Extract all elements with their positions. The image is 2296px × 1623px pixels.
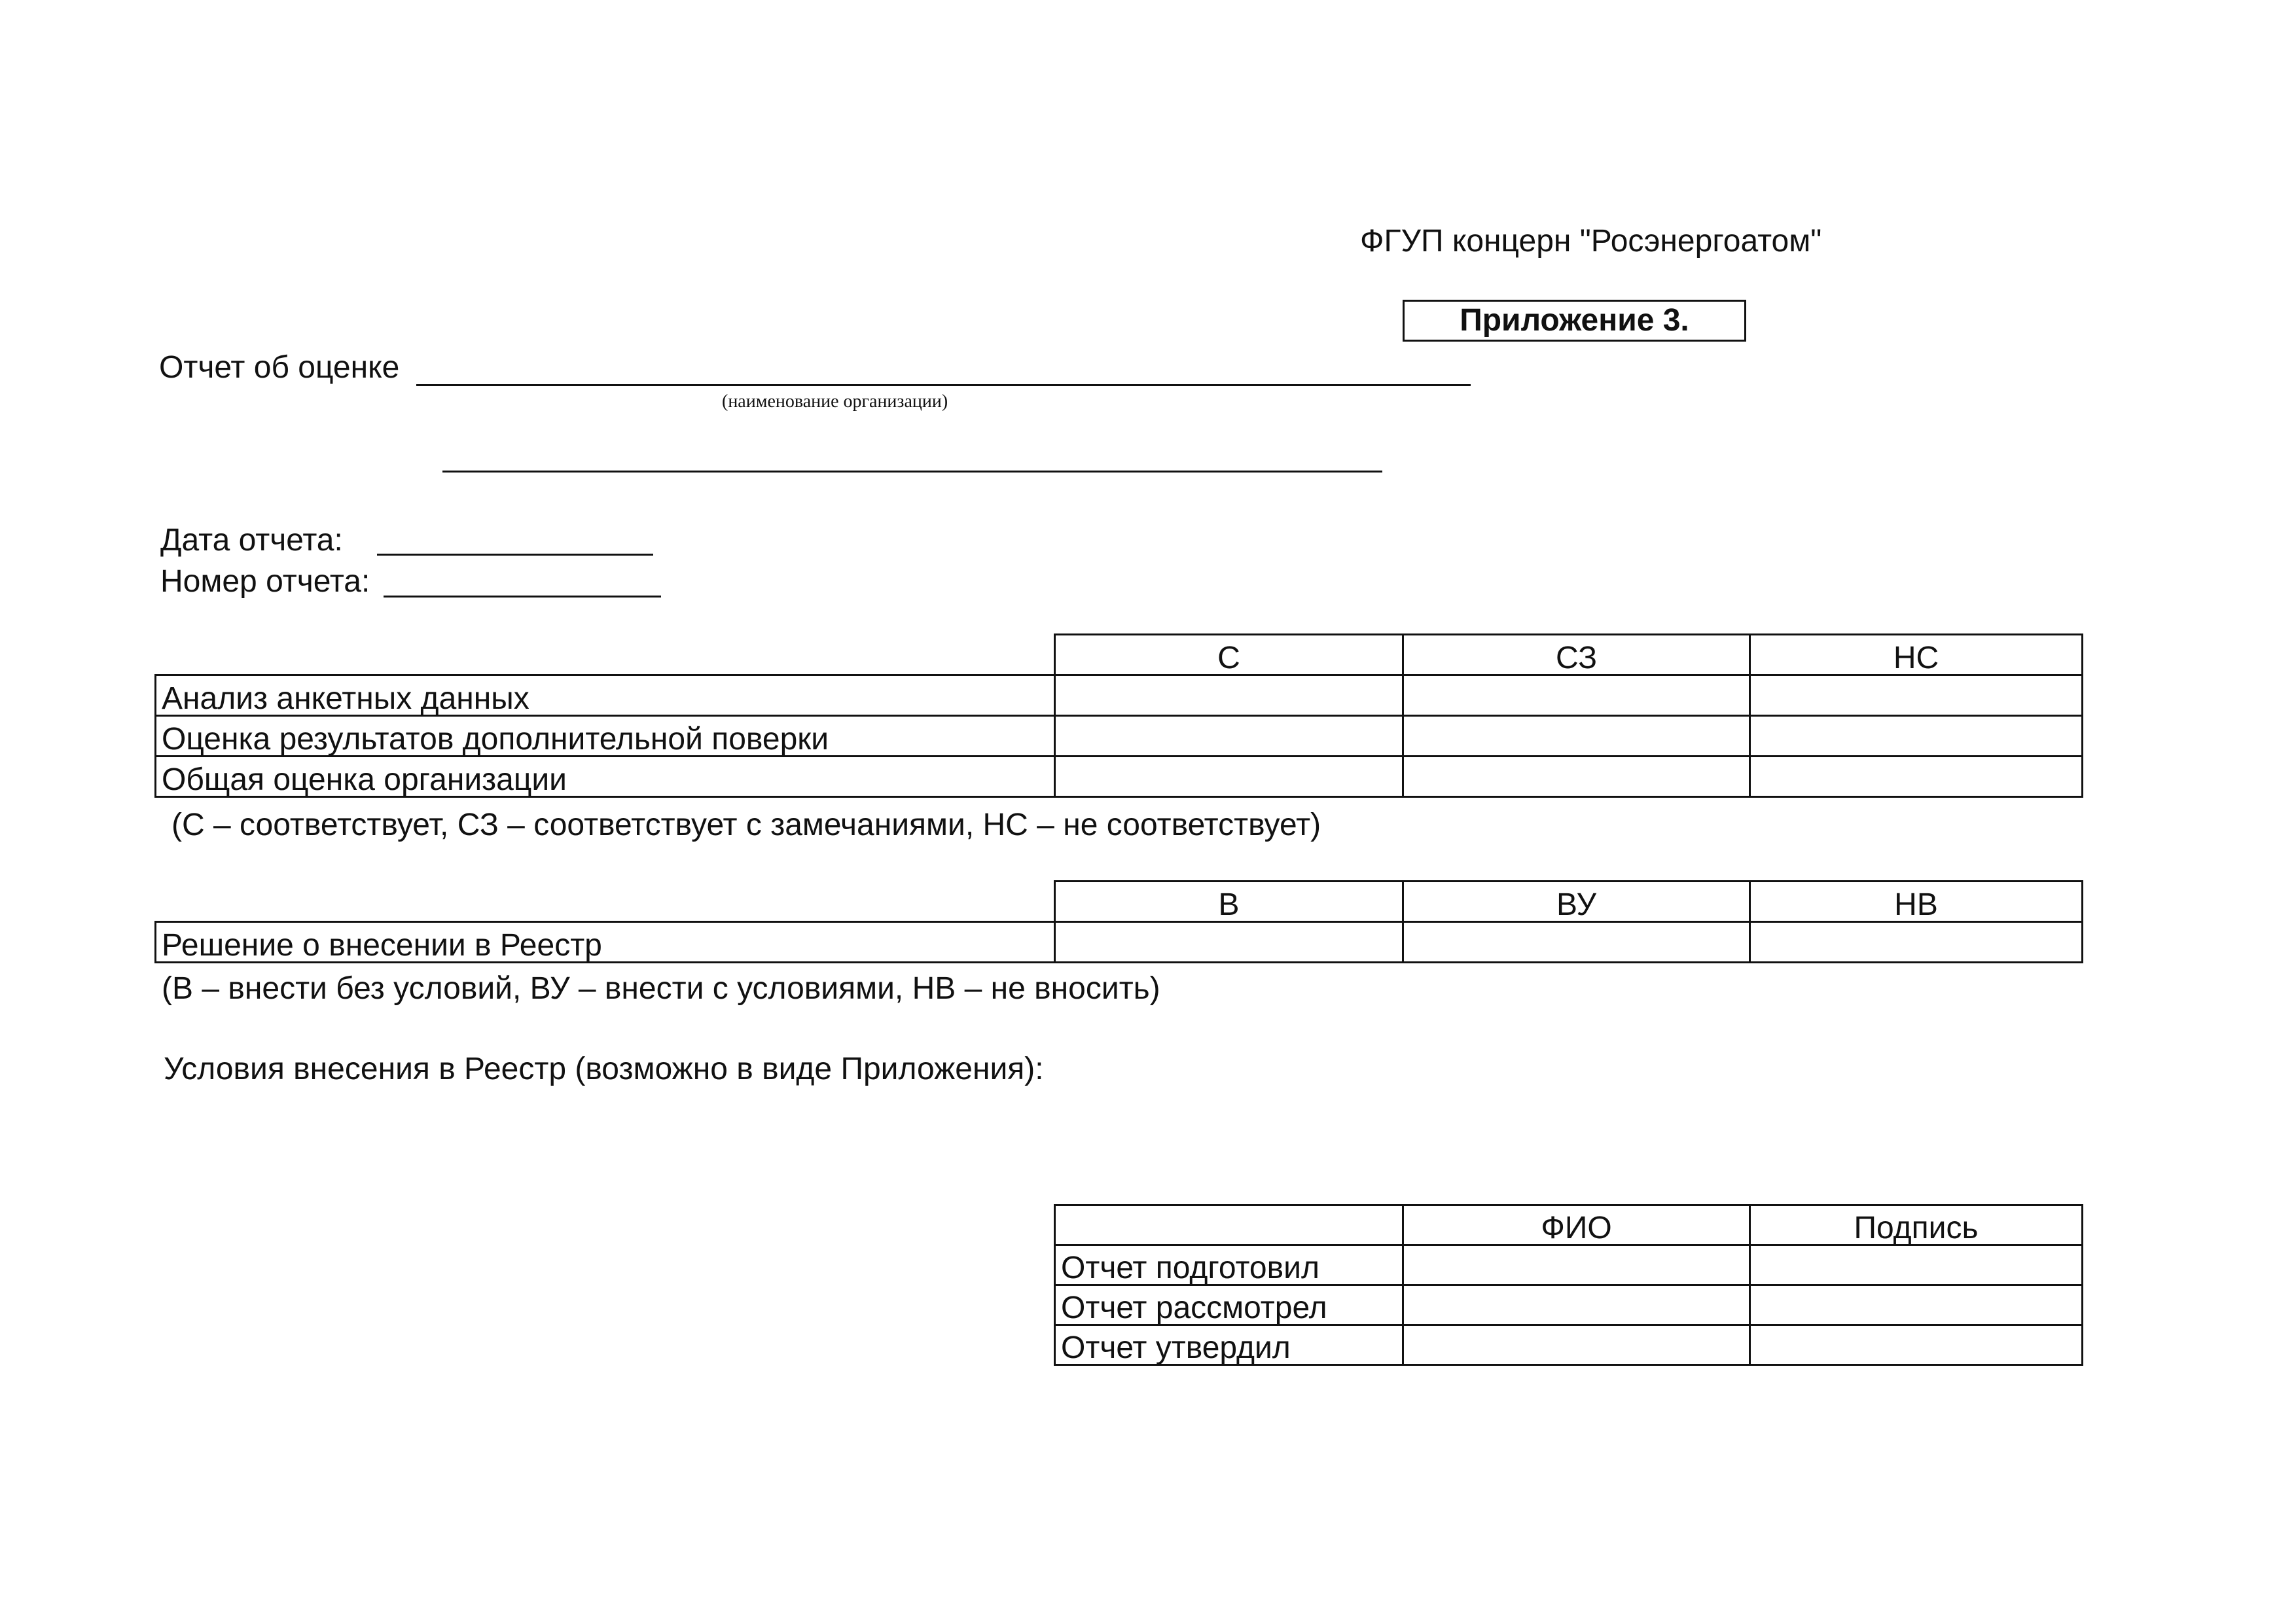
assessment-col-cz: СЗ xyxy=(1403,635,1750,675)
table-row xyxy=(156,675,2083,716)
report-number-label: Номер отчета: xyxy=(160,564,370,599)
decision-row-label: Решение о внесении в Реестр xyxy=(156,922,1055,963)
decision-col-v: В xyxy=(1055,882,1403,922)
assessment-cell[interactable] xyxy=(1403,757,1750,797)
report-number-field[interactable] xyxy=(384,596,661,597)
signature-table xyxy=(1054,1204,2083,1366)
organization-name-field[interactable] xyxy=(416,384,1471,386)
signature-sign-cell[interactable] xyxy=(1750,1325,2083,1365)
table-row xyxy=(1055,1285,2083,1325)
signature-corner-cell xyxy=(1055,1205,1403,1245)
signature-name-cell[interactable] xyxy=(1403,1285,1750,1325)
decision-cell[interactable] xyxy=(1403,922,1750,963)
organization-name-field-continued[interactable] xyxy=(442,471,1382,473)
decision-cell[interactable] xyxy=(1750,922,2083,963)
assessment-cell[interactable] xyxy=(1403,716,1750,757)
table-row xyxy=(156,922,2083,963)
assessment-col-c: С xyxy=(1055,635,1403,675)
appendix-label: Приложение 3. xyxy=(1403,300,1746,342)
assessment-cell[interactable] xyxy=(1750,757,2083,797)
signature-header-row xyxy=(1055,1205,2083,1245)
report-date-label: Дата отчета: xyxy=(160,523,343,558)
assessment-cell[interactable] xyxy=(1403,675,1750,716)
table-row xyxy=(1055,1325,2083,1365)
decision-header-row xyxy=(156,882,2083,922)
signature-col-sign: Подпись xyxy=(1750,1205,2083,1245)
signature-row-label: Отчет подготовил xyxy=(1055,1245,1403,1285)
signature-row-label: Отчет утвердил xyxy=(1055,1325,1403,1365)
decision-cell[interactable] xyxy=(1055,922,1403,963)
assessment-row-label: Общая оценка организации xyxy=(156,757,1055,797)
organization-name: ФГУП концерн "Росэнергоатом" xyxy=(1360,224,1822,259)
signature-sign-cell[interactable] xyxy=(1750,1245,2083,1285)
decision-col-nv: НВ xyxy=(1750,882,2083,922)
assessment-cell[interactable] xyxy=(1055,675,1403,716)
assessment-legend: (С – соответствует, СЗ – соответствует с замечаниями, НС – не соответствует) xyxy=(171,808,1321,842)
decision-col-vu: ВУ xyxy=(1403,882,1750,922)
signature-row-label: Отчет рассмотрел xyxy=(1055,1285,1403,1325)
assessment-row-label: Оценка результатов дополнительной поверки xyxy=(156,716,1055,757)
signature-col-name: ФИО xyxy=(1403,1205,1750,1245)
report-date-field[interactable] xyxy=(377,554,653,556)
assessment-cell[interactable] xyxy=(1055,716,1403,757)
organization-name-caption: (наименование организации) xyxy=(722,391,948,412)
decision-corner-cell xyxy=(156,882,1055,922)
decision-table xyxy=(154,880,2083,963)
decision-legend: (В – внести без условий, ВУ – внести с условиями, НВ – не вносить) xyxy=(162,971,1160,1006)
report-title-label: Отчет об оценке xyxy=(159,350,400,385)
assessment-header-row xyxy=(156,635,2083,675)
assessment-table xyxy=(154,633,2083,798)
conditions-label: Условия внесения в Реестр (возможно в виде Приложения): xyxy=(164,1052,1044,1086)
assessment-cell[interactable] xyxy=(1750,675,2083,716)
assessment-cell[interactable] xyxy=(1055,757,1403,797)
assessment-cell[interactable] xyxy=(1750,716,2083,757)
table-row xyxy=(156,716,2083,757)
assessment-corner-cell xyxy=(156,635,1055,675)
table-row xyxy=(156,757,2083,797)
signature-sign-cell[interactable] xyxy=(1750,1285,2083,1325)
table-row xyxy=(1055,1245,2083,1285)
signature-name-cell[interactable] xyxy=(1403,1325,1750,1365)
signature-name-cell[interactable] xyxy=(1403,1245,1750,1285)
assessment-col-nc: НС xyxy=(1750,635,2083,675)
assessment-row-label: Анализ анкетных данных xyxy=(156,675,1055,716)
